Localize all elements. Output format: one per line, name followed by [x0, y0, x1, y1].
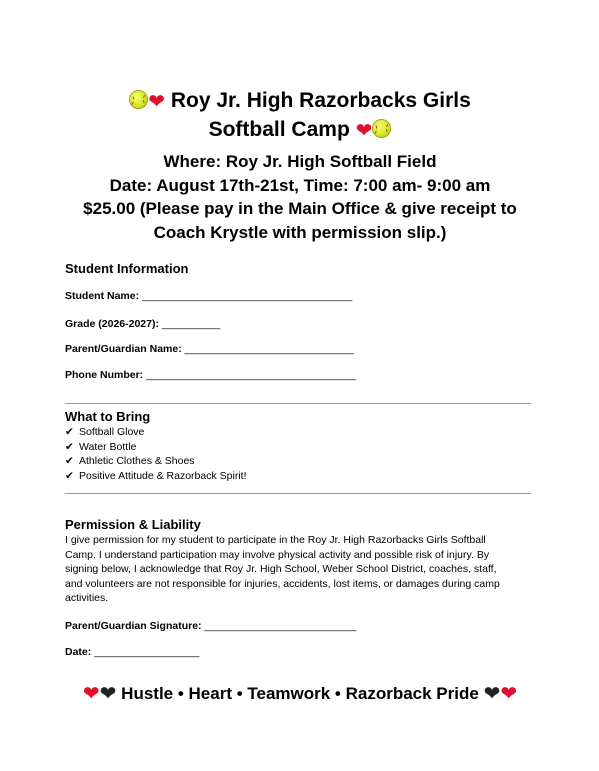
bring-item-text: Softball Glove [79, 426, 145, 438]
slogan-text: Hustle • Heart • Teamwork • Razorback Pride [121, 684, 479, 703]
student-info-section [65, 261, 535, 277]
divider [65, 493, 531, 494]
black-heart-icon: ❤ [99, 683, 117, 705]
bring-item-text: Athletic Clothes & Shoes [79, 455, 195, 467]
fee-line-2: Coach Krystle with permission slip.) [153, 222, 447, 242]
black-heart-icon: ❤ [483, 683, 501, 705]
page-title [40, 86, 560, 144]
grade-label: Grade (2026-2027): [65, 318, 159, 330]
camp-details [40, 150, 560, 244]
permission-section [65, 517, 535, 606]
signature-blank[interactable]: __________________________ [204, 620, 357, 632]
grade-field[interactable] [65, 318, 220, 330]
list-item [65, 454, 535, 469]
what-to-bring-section [65, 409, 535, 483]
guardian-name-label: Parent/Guardian Name: [65, 343, 182, 355]
signature-field[interactable] [65, 620, 356, 632]
guardian-name-field[interactable] [65, 343, 354, 355]
fee-line-1: $25.00 (Please pay in the Main Office & give receipt to [83, 199, 517, 218]
checkmark-icon: ✔ [65, 440, 74, 453]
date-field[interactable] [65, 646, 199, 658]
what-to-bring-heading: What to Bring [65, 409, 151, 424]
permission-text [65, 533, 535, 606]
list-item [65, 440, 535, 455]
bring-item-text: Water Bottle [79, 440, 137, 453]
red-heart-icon: ❤ [148, 91, 165, 113]
permission-line: and volunteers are not responsible for injuries, accidents, lost items, or damages during camp [65, 577, 500, 590]
guardian-name-blank[interactable]: _____________________________ [184, 343, 354, 355]
bring-item-text: Positive Attitude & Razorback Spirit! [79, 469, 247, 482]
bring-list [65, 425, 535, 483]
list-item [65, 425, 535, 440]
red-heart-icon: ❤ [355, 120, 373, 142]
slogan [40, 682, 560, 706]
date-label: Date: [65, 646, 92, 658]
title-text-line-2: Softball Camp [208, 118, 350, 141]
where-line: Where: Roy Jr. High Softball Field [163, 152, 437, 171]
checkmark-icon: ✔ [65, 469, 74, 482]
title-text-line-1: Roy Jr. High Razorbacks Girls [170, 89, 471, 112]
phone-number-field[interactable] [65, 369, 356, 381]
title-line-1 [40, 86, 560, 115]
permission-line: activities. [65, 592, 109, 604]
phone-number-label: Phone Number: [65, 369, 144, 381]
phone-number-blank[interactable]: ____________________________________ [146, 369, 357, 381]
red-heart-icon: ❤ [82, 683, 100, 705]
permission-heading: Permission & Liability [65, 517, 201, 532]
signature-label: Parent/Guardian Signature: [65, 620, 202, 632]
date-blank[interactable]: __________________ [94, 646, 200, 658]
checkmark-icon: ✔ [65, 455, 74, 467]
red-heart-icon: ❤ [500, 683, 518, 705]
student-name-label: Student Name: [65, 290, 140, 302]
list-item [65, 469, 535, 484]
softball-icon [129, 90, 148, 109]
softball-icon [372, 119, 391, 138]
date-time-line: Date: August 17th-21st, Time: 7:00 am- 9:00 am [109, 175, 491, 195]
divider [65, 403, 531, 404]
permission-line: Camp. I understand participation may involve physical activity and possible risk of injury. By [65, 548, 490, 561]
student-info-heading: Student Information [65, 261, 189, 276]
permission-line: signing below, I acknowledge that Roy Jr. High School, Weber School District, coaches, staff, [65, 563, 497, 575]
title-line-2 [40, 115, 560, 144]
student-name-field[interactable] [65, 290, 352, 302]
student-name-blank[interactable]: ____________________________________ [142, 290, 353, 302]
permission-line: I give permission for my student to participate in the Roy Jr. High Razorbacks Girls Softball [65, 534, 486, 546]
grade-blank[interactable]: __________ [161, 318, 221, 330]
checkmark-icon: ✔ [65, 426, 74, 438]
